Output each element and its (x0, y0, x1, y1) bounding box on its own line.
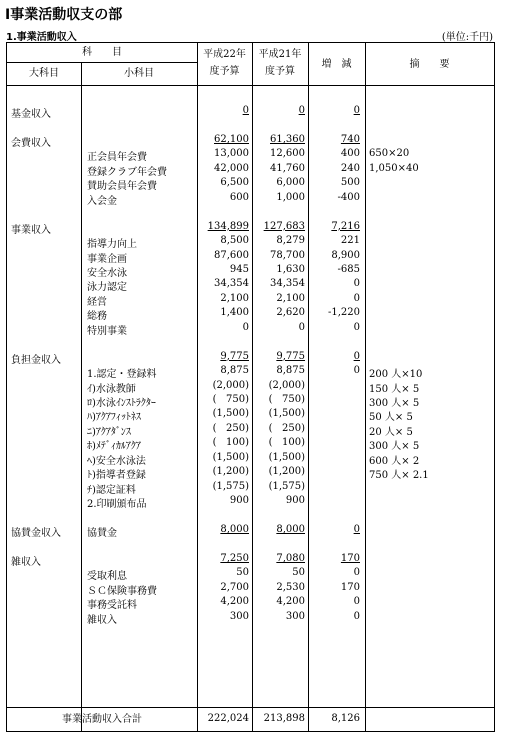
budget22-value: 9,775 (220, 350, 249, 362)
table-row (7, 351, 494, 365)
table-row (7, 495, 494, 509)
budget22-value: 2,700 (220, 581, 249, 593)
header-divider (7, 62, 197, 63)
budget21-value: 78,700 (270, 249, 305, 261)
minor-category: 雑収入 (87, 614, 117, 626)
table-row (7, 192, 494, 206)
header-diff: 増 減 (321, 59, 352, 70)
header-major: 大科目 (29, 68, 59, 79)
budget21-value: 4,200 (276, 596, 305, 608)
major-category: 事業収入 (11, 224, 51, 236)
major-category: 基金収入 (11, 109, 51, 120)
diff-value: -1,220 (327, 307, 360, 319)
budget21-value: (1,500) (268, 451, 305, 463)
budget21-value: 61,360 (270, 133, 305, 145)
budget21-value: 2,620 (276, 307, 305, 319)
minor-category: 指導力向上 (87, 239, 137, 251)
diff-value: 0 (353, 321, 360, 333)
table-row (7, 322, 494, 336)
table-row (7, 553, 494, 567)
minor-category: 特別事業 (87, 325, 127, 337)
minor-category: 登録クラブ年会費 (87, 166, 167, 178)
total-budget22: 222,024 (207, 713, 249, 724)
total-budget21: 213,898 (263, 713, 305, 724)
budget22-value: 87,600 (214, 249, 249, 261)
section-title: Ⅰ事業活動収支の部 (5, 7, 123, 23)
table-row (7, 380, 494, 394)
table-row (7, 177, 494, 191)
budget21-value: 900 (285, 495, 305, 507)
minor-category: ﾁ)認定証料 (87, 484, 136, 496)
diff-value: 0 (353, 292, 360, 304)
minor-category: ﾛ)水泳ｲﾝｽﾄﾗｸﾀｰ (87, 398, 156, 409)
minor-category: 泳力認定 (87, 282, 127, 294)
budget22-value: 8,000 (220, 524, 249, 536)
budget21-value: (2,000) (268, 379, 305, 391)
minor-category: ＳＣ保険事務費 (87, 585, 157, 597)
minor-category: 1.認定・登録料 (87, 369, 157, 381)
table-row (7, 221, 494, 235)
budget21-value: 12,600 (270, 148, 305, 160)
budget21-value: 0 (298, 105, 305, 116)
total-diff: 8,126 (331, 713, 360, 724)
total-label: 事業活動収入合計 (62, 714, 142, 725)
note-value: 750 人× 2.1 (369, 470, 429, 482)
diff-value: 0 (353, 278, 360, 290)
budget22-value: ( 100) (212, 437, 249, 449)
diff-value: 170 (340, 581, 360, 593)
diff-value: 0 (353, 596, 360, 608)
budget22-value: (1,575) (212, 480, 249, 492)
table-row (7, 423, 494, 437)
budget21-value: 50 (292, 567, 305, 579)
table-row (7, 105, 494, 119)
budget22-value: 600 (229, 191, 249, 203)
table-row (7, 134, 494, 148)
diff-value: 0 (353, 105, 360, 116)
note-value: 150 人× 5 (369, 383, 420, 395)
header-note: 摘 要 (409, 59, 450, 70)
minor-category: 事務受託料 (87, 600, 137, 612)
major-category: 負担金収入 (11, 354, 61, 366)
diff-value: 240 (340, 162, 360, 174)
major-category: 協賛金収入 (11, 528, 61, 540)
major-category: 会費収入 (11, 137, 51, 149)
table-row (7, 510, 494, 524)
minor-category: ﾊ)ｱｸｱﾌｨｯﾄﾈｽ (87, 412, 141, 424)
note-value: 300 人× 5 (369, 398, 420, 409)
total-top-line (7, 707, 494, 708)
table-row (7, 524, 494, 538)
note-value: 20 人× 5 (369, 426, 413, 438)
minor-category: 正会員年会費 (87, 152, 147, 164)
diff-value: -400 (337, 191, 360, 203)
budget21-value: 0 (298, 321, 305, 333)
budget-table (6, 42, 495, 732)
budget21-value: 2,100 (276, 292, 305, 304)
budget22-value: 4,200 (220, 596, 249, 608)
budget21-value: 1,000 (276, 191, 305, 203)
budget22-value: 8,500 (220, 235, 249, 247)
minor-category: 総務 (87, 311, 107, 323)
table-row (7, 408, 494, 422)
diff-value: 221 (340, 235, 360, 247)
header-budget22-line1: 平成22年 (203, 49, 246, 60)
header-bottom-line (7, 85, 494, 86)
budget22-value: (1,500) (212, 451, 249, 463)
budget21-value: 1,630 (276, 263, 305, 275)
diff-value: 0 (353, 610, 360, 622)
diff-value: 0 (353, 567, 360, 579)
budget21-value: 7,080 (276, 552, 305, 564)
table-row (7, 452, 494, 466)
budget22-value: 34,354 (214, 278, 249, 290)
budget21-value: 8,875 (276, 365, 305, 377)
header-minor: 小科目 (124, 68, 154, 79)
budget22-value: 0 (242, 321, 249, 333)
table-row (7, 365, 494, 379)
note-value: 1,050×40 (369, 162, 419, 174)
budget22-value: 1,400 (220, 307, 249, 319)
budget21-value: 34,354 (270, 278, 305, 290)
diff-value: -685 (337, 263, 360, 275)
note-value: 600 人× 2 (369, 455, 420, 467)
budget22-value: 6,500 (220, 177, 249, 189)
diff-value: 0 (353, 365, 360, 377)
minor-category: 受取利息 (87, 571, 127, 583)
note-value: 300 人× 5 (369, 441, 420, 453)
budget22-value: 2,100 (220, 292, 249, 304)
table-row (7, 293, 494, 307)
table-row (7, 596, 494, 610)
table-row (7, 394, 494, 408)
header-budget21-line1: 平成21年 (258, 49, 302, 60)
budget22-value: 8,875 (220, 365, 249, 377)
budget22-value: 7,250 (220, 552, 249, 564)
header-budget21-line2: 度予算 (265, 66, 295, 77)
diff-value: 0 (353, 350, 360, 362)
budget21-value: ( 100) (268, 437, 305, 449)
budget22-value: 900 (229, 495, 249, 507)
table-row (7, 466, 494, 480)
budget21-value: (1,500) (268, 408, 305, 420)
budget22-value: 62,100 (214, 133, 249, 145)
budget21-value: 41,760 (270, 162, 305, 174)
note-value: 200 人×10 (369, 369, 423, 381)
budget22-value: 134,899 (207, 220, 249, 232)
diff-value: 8,900 (331, 249, 360, 261)
budget22-value: ( 250) (212, 422, 249, 434)
header-budget22-line2: 度予算 (209, 66, 240, 77)
budget21-value: 6,000 (276, 177, 305, 189)
budget22-value: 300 (229, 610, 249, 622)
minor-category: 安全水泳 (87, 267, 127, 279)
table-row (7, 206, 494, 220)
budget21-value: (1,200) (268, 466, 305, 478)
minor-category: 入会金 (87, 195, 117, 207)
table-row (7, 336, 494, 350)
minor-category: ﾍ)安全水泳法 (87, 455, 146, 467)
table-row (7, 119, 494, 133)
table-row (7, 437, 494, 451)
minor-category: 経営 (87, 296, 107, 308)
budget21-value: 8,279 (276, 235, 305, 247)
budget21-value: 8,000 (276, 524, 305, 536)
budget22-value: 0 (242, 105, 249, 116)
table-row (7, 235, 494, 249)
diff-value: 740 (340, 133, 360, 145)
budget22-value: (2,000) (212, 379, 249, 391)
minor-category: ﾄ)指導者登録 (87, 470, 146, 482)
budget22-value: ( 750) (212, 394, 249, 405)
table-row (7, 278, 494, 292)
header-kamoku: 科 目 (82, 47, 122, 58)
budget22-value: (1,200) (212, 466, 249, 478)
budget21-value: 2,530 (276, 581, 305, 593)
table-row (7, 250, 494, 264)
unit-label: (単位:千円) (441, 32, 493, 43)
minor-category: ﾎ)ﾒﾃﾞｨｶﾙｱｸｱ (87, 441, 141, 453)
minor-category: 2.印刷頒布品 (87, 499, 147, 511)
table-row (7, 611, 494, 625)
table-row (7, 567, 494, 581)
minor-category: ﾆ)ｱｸｱﾀﾞﾝｽ (87, 426, 131, 438)
budget22-value: 945 (229, 263, 249, 275)
budget21-value: (1,575) (268, 480, 305, 492)
table-row (7, 582, 494, 596)
budget22-value: 50 (236, 567, 249, 579)
minor-category: 協賛金 (87, 528, 117, 540)
diff-value: 500 (340, 177, 360, 189)
budget22-value: 13,000 (214, 148, 249, 160)
minor-category: ｲ)水泳教師 (87, 383, 136, 395)
major-category: 雑収入 (11, 556, 41, 568)
table-row (7, 539, 494, 553)
table-row (7, 148, 494, 162)
diff-value: 0 (353, 524, 360, 536)
table-row (7, 264, 494, 278)
note-value: 650×20 (369, 148, 410, 160)
budget21-value: 127,683 (263, 220, 305, 232)
table-row (7, 481, 494, 495)
diff-value: 170 (340, 552, 360, 564)
minor-category: 賛助会員年会費 (87, 181, 157, 193)
subsection-title: 1.事業活動収入 (6, 32, 77, 43)
minor-category: 事業企画 (87, 253, 127, 265)
budget22-value: 42,000 (214, 162, 249, 174)
note-value: 50 人× 5 (369, 412, 413, 424)
total-row (7, 713, 494, 727)
budget21-value: ( 250) (268, 422, 305, 434)
budget21-value: 300 (285, 610, 305, 622)
budget21-value: 9,775 (276, 350, 305, 362)
budget21-value: ( 750) (268, 394, 305, 405)
diff-value: 7,216 (331, 220, 360, 232)
table-row (7, 163, 494, 177)
table-row (7, 307, 494, 321)
budget22-value: (1,500) (212, 408, 249, 420)
diff-value: 400 (340, 148, 360, 160)
